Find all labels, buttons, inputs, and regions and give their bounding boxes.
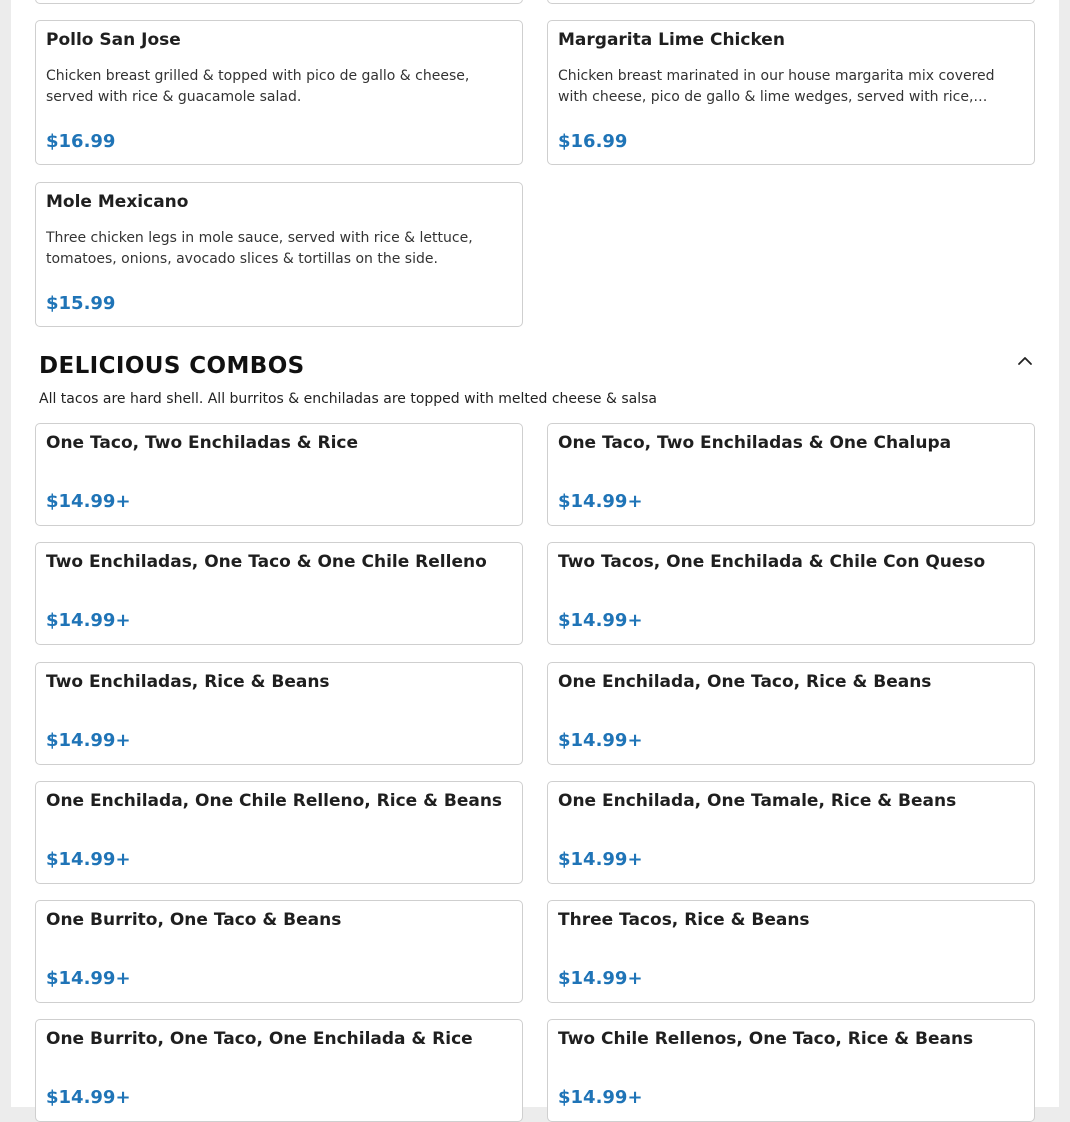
item-price: $14.99+	[46, 610, 131, 631]
section-title: DELICIOUS COMBOS	[39, 353, 305, 379]
item-name: Two Chile Rellenos, One Taco, Rice & Beans	[558, 1029, 974, 1049]
item-price: $16.99	[46, 131, 116, 152]
item-name: Pollo San Jose	[46, 30, 181, 50]
menu-item-card[interactable]	[547, 423, 1035, 526]
item-price: $14.99+	[558, 610, 643, 631]
menu-item-card[interactable]	[35, 423, 523, 526]
item-price: $14.99+	[558, 491, 643, 512]
item-price: $14.99+	[558, 849, 643, 870]
item-name: One Burrito, One Taco, One Enchilada & Rice	[46, 1029, 473, 1049]
menu-item-card[interactable]	[547, 542, 1035, 645]
item-price: $15.99	[46, 293, 116, 314]
item-name: One Taco, Two Enchiladas & One Chalupa	[558, 433, 952, 453]
item-name: One Enchilada, One Tamale, Rice & Beans	[558, 791, 957, 811]
item-description: Three chicken legs in mole sauce, served with rice & lettuce, tomatoes, onions, avocado slices & tortillas on the side.	[46, 230, 473, 267]
menu-item-card[interactable]	[35, 182, 523, 327]
item-price: $14.99+	[558, 1087, 643, 1108]
menu-item-card[interactable]	[35, 20, 523, 165]
item-name: One Burrito, One Taco & Beans	[46, 910, 342, 930]
item-description: Chicken breast grilled & topped with pico de gallo & cheese, served with rice & guacamole salad.	[46, 68, 470, 105]
chevron-up-icon[interactable]	[1015, 350, 1035, 370]
item-description: Chicken breast marinated in our house margarita mix covered with cheese, pico de gallo & lime wedges, served with rice,…	[558, 68, 995, 105]
menu-item-card-partial[interactable]	[547, 0, 1035, 4]
item-name: Two Enchiladas, Rice & Beans	[46, 672, 330, 692]
section-subtitle: All tacos are hard shell. All burritos & enchiladas are topped with melted cheese & salsa	[39, 391, 658, 407]
item-name: Two Enchiladas, One Taco & One Chile Relleno	[46, 552, 487, 572]
menu-item-card[interactable]	[547, 662, 1035, 765]
item-name: One Enchilada, One Taco, Rice & Beans	[558, 672, 932, 692]
item-name: Three Tacos, Rice & Beans	[558, 910, 810, 930]
item-price: $14.99+	[46, 730, 131, 751]
menu-item-card[interactable]	[547, 781, 1035, 884]
item-name: Two Tacos, One Enchilada & Chile Con Queso	[558, 552, 986, 572]
menu-item-card[interactable]	[547, 900, 1035, 1003]
menu-item-card-partial[interactable]	[35, 0, 523, 4]
item-price: $14.99+	[558, 968, 643, 989]
item-price: $16.99	[558, 131, 628, 152]
item-name: Mole Mexicano	[46, 192, 189, 212]
item-name: One Taco, Two Enchiladas & Rice	[46, 433, 359, 453]
item-name: Margarita Lime Chicken	[558, 30, 785, 50]
menu-item-card[interactable]	[35, 542, 523, 645]
menu-item-card[interactable]	[547, 20, 1035, 165]
menu-page	[11, 0, 1059, 1107]
item-price: $14.99+	[46, 491, 131, 512]
menu-item-card[interactable]	[35, 900, 523, 1003]
item-price: $14.99+	[46, 1087, 131, 1108]
menu-item-card[interactable]	[35, 781, 523, 884]
menu-item-card[interactable]	[35, 662, 523, 765]
item-price: $14.99+	[46, 849, 131, 870]
item-price: $14.99+	[558, 730, 643, 751]
item-name: One Enchilada, One Chile Relleno, Rice & Beans	[46, 791, 503, 811]
item-price: $14.99+	[46, 968, 131, 989]
